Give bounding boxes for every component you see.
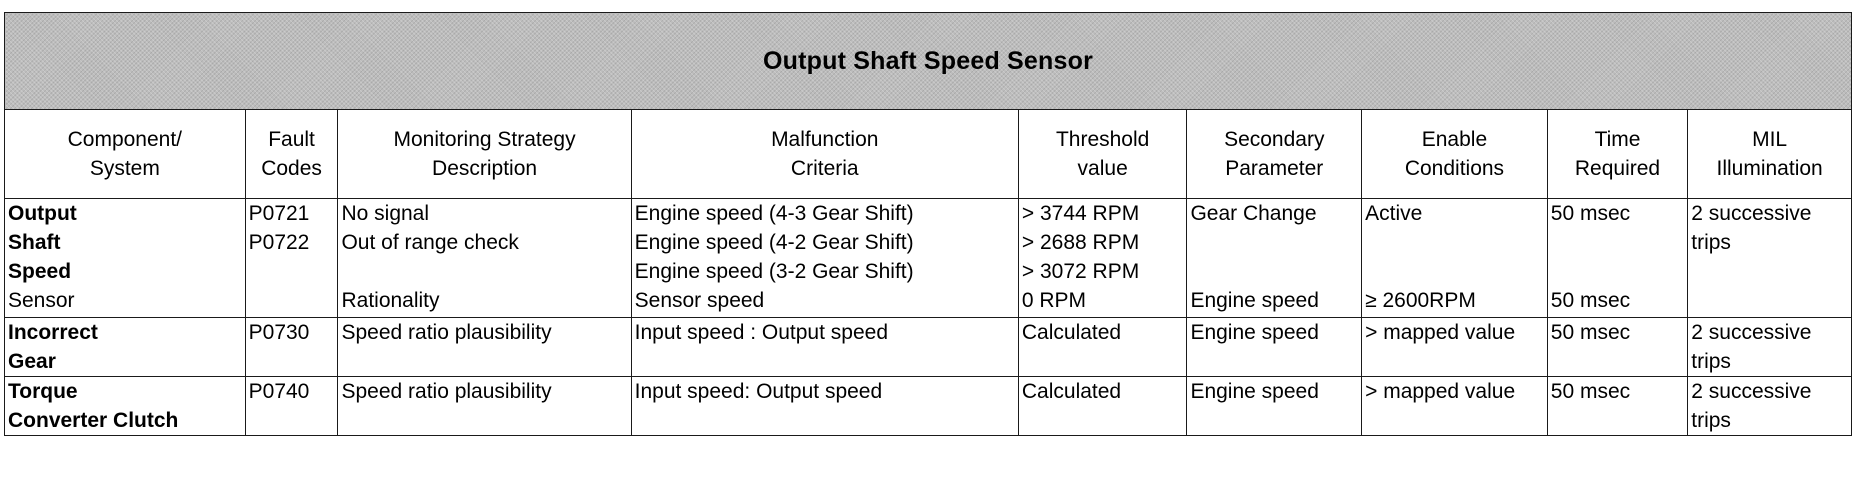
cell-time [1547,377,1687,436]
cell-line: P0740 [248,380,310,403]
header-line: Required [1574,157,1661,180]
cell-line: ≥ 2600RPM [1365,289,1476,312]
cell-line: 2 successive [1691,321,1812,344]
cell-line: Engine speed [1190,289,1319,312]
header-line: Conditions [1404,157,1505,180]
cell-line: > mapped value [1365,380,1516,403]
cell-line: P0721 [248,202,310,225]
cell-line: Engine speed (3-2 Gear Shift) [634,260,914,283]
cell-criteria [631,199,1018,318]
cell-line [1551,257,1685,286]
monitor-table [4,12,1852,436]
cell-strategy [338,199,631,318]
cell-line: Incorrect [8,321,98,344]
cell-line [1365,228,1545,257]
cell-line: > 2688 RPM [1021,231,1140,254]
cell-criteria [631,318,1018,377]
cell-threshold [1018,318,1187,377]
cell-line [1190,257,1359,286]
cell-line: Active [1365,202,1423,225]
cell-threshold [1018,377,1187,436]
cell-secondary [1187,377,1362,436]
cell-line: No signal [341,202,430,225]
table-title: Output Shaft Speed Sensor [5,13,1852,110]
table-row [5,318,1852,377]
header-component-system [5,110,246,199]
cell-mil [1688,199,1852,318]
cell-line: 50 msec [1550,380,1631,403]
cell-line: Converter Clutch [8,409,179,432]
cell-line: Sensor speed [634,289,765,312]
cell-mil [1688,318,1852,377]
cell-enable [1362,199,1548,318]
cell-line: Torque [8,380,78,403]
cell-line: Calculated [1021,380,1122,403]
cell-line: trips [1691,409,1731,432]
cell-component [5,377,246,436]
cell-line [1365,257,1545,286]
cell-line: Out of range check [341,231,519,254]
cell-line: Engine speed [1190,321,1319,344]
cell-line: 2 successive [1691,380,1812,403]
cell-line: trips [1691,350,1731,373]
obd-monitor-sheet [4,12,1852,436]
cell-line: 50 msec [1550,202,1631,225]
cell-time [1547,199,1687,318]
header-line: System [89,157,160,180]
cell-line: Sensor [8,289,75,312]
cell-line: Gear Change [1190,202,1317,225]
header-monitoring-strategy [338,110,631,199]
cell-line: Shaft [8,231,61,254]
table-row [5,377,1852,436]
cell-line: Speed ratio plausibility [341,321,552,344]
header-threshold-value [1018,110,1187,199]
header-line: Criteria [790,157,859,180]
cell-line: Input speed : Output speed [634,321,888,344]
cell-fault-codes [245,199,338,318]
header-line: value [1077,157,1128,180]
cell-line: Engine speed [1190,380,1319,403]
cell-line: 0 RPM [1021,289,1087,312]
header-line: Secondary [1224,128,1325,151]
cell-line [1551,228,1685,257]
cell-enable [1362,377,1548,436]
cell-line: > 3744 RPM [1021,202,1140,225]
cell-line: 50 msec [1550,289,1631,312]
cell-line: P0730 [248,321,310,344]
cell-line [1190,228,1359,257]
cell-line [341,257,628,286]
cell-strategy [338,377,631,436]
cell-line: Rationality [341,289,440,312]
header-line: Codes [261,157,322,180]
cell-secondary [1187,199,1362,318]
cell-line: Engine speed (4-3 Gear Shift) [634,202,914,225]
cell-line: 2 successive [1691,202,1812,225]
cell-fault-codes [245,318,338,377]
header-line: Monitoring Strategy [393,128,576,151]
cell-component [5,318,246,377]
cell-line: Input speed: Output speed [634,380,883,403]
cell-line: Speed [8,260,72,283]
cell-line: Speed ratio plausibility [341,380,552,403]
cell-fault-codes [245,377,338,436]
header-malfunction-criteria [631,110,1018,199]
header-line: Threshold [1055,128,1150,151]
header-secondary-parameter [1187,110,1362,199]
header-line: Illumination [1716,157,1823,180]
header-mil-illumination [1688,110,1852,199]
header-fault-codes [245,110,338,199]
header-line: MIL [1752,128,1788,151]
header-line: Time [1594,128,1641,151]
header-enable-conditions [1362,110,1548,199]
cell-line: trips [1691,231,1731,254]
cell-threshold [1018,199,1187,318]
header-line: Parameter [1225,157,1324,180]
cell-line: Gear [8,350,56,373]
cell-line: Output [8,202,77,225]
header-line: Fault [268,128,315,151]
cell-line: Calculated [1021,321,1122,344]
cell-mil [1688,377,1852,436]
header-row [5,110,1852,199]
cell-line: Engine speed (4-2 Gear Shift) [634,231,914,254]
cell-line: > 3072 RPM [1021,260,1140,283]
cell-criteria [631,377,1018,436]
table-row [5,199,1852,318]
header-line: Malfunction [771,128,879,151]
cell-time [1547,318,1687,377]
cell-strategy [338,318,631,377]
cell-line: > mapped value [1365,321,1516,344]
header-line: Description [432,157,538,180]
cell-component [5,199,246,318]
header-line: Enable [1421,128,1488,151]
cell-enable [1362,318,1548,377]
cell-line: 50 msec [1550,321,1631,344]
header-line: Component/ [67,128,183,151]
cell-line: P0722 [248,231,310,254]
header-time-required [1547,110,1687,199]
cell-secondary [1187,318,1362,377]
